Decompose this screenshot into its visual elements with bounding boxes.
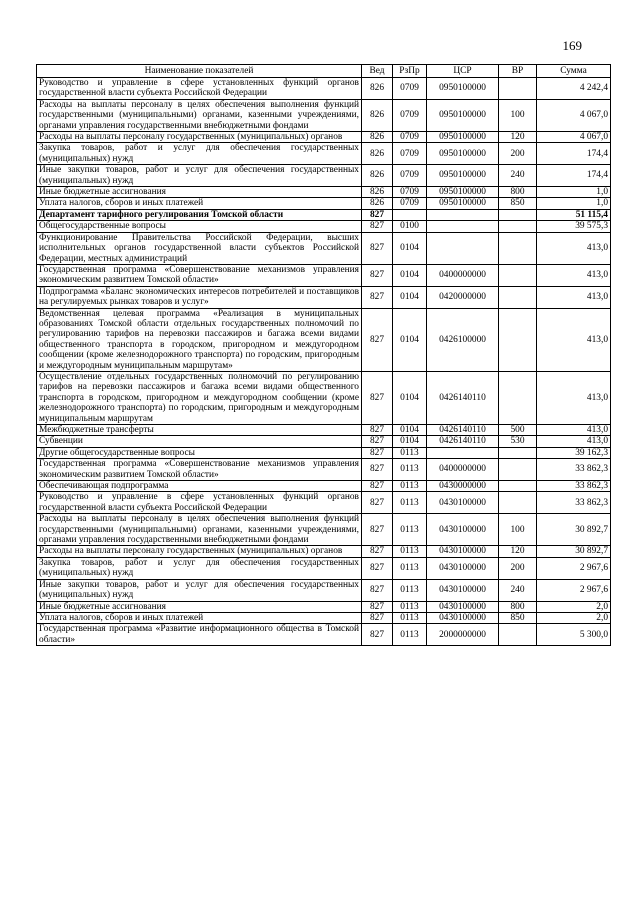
cell-csr <box>427 447 499 458</box>
cell-sum: 2 967,6 <box>537 557 611 579</box>
cell-ved: 827 <box>362 308 393 371</box>
cell-vr: 240 <box>499 579 537 601</box>
cell-vr <box>499 209 537 220</box>
cell-rzpr: 0709 <box>393 143 427 165</box>
cell-sum: 174,4 <box>537 143 611 165</box>
cell-ved: 827 <box>362 579 393 601</box>
cell-ved: 827 <box>362 447 393 458</box>
cell-ved: 827 <box>362 514 393 546</box>
cell-vr <box>499 286 537 308</box>
cell-ved: 827 <box>362 546 393 557</box>
cell-rzpr: 0113 <box>393 514 427 546</box>
cell-ved: 826 <box>362 78 393 100</box>
cell-rzpr: 0104 <box>393 436 427 447</box>
table-row <box>37 557 611 579</box>
cell-sum: 2,0 <box>537 612 611 623</box>
cell-csr: 0430100000 <box>427 546 499 557</box>
cell-csr <box>427 209 499 220</box>
cell-csr: 0426140110 <box>427 371 499 424</box>
table-row <box>37 78 611 100</box>
table-row <box>37 209 611 220</box>
column-header-name: Наименование показателей <box>37 65 362 78</box>
table-row <box>37 459 611 481</box>
cell-name: Департамент тарифного регулирования Томской области <box>37 209 362 220</box>
cell-name: Иные закупки товаров, работ и услуг для обеспечения государственных (муниципальных) нужд <box>37 579 362 601</box>
cell-sum: 2 967,6 <box>537 579 611 601</box>
table-row <box>37 514 611 546</box>
cell-name: Субвенции <box>37 436 362 447</box>
cell-name: Межбюджетные трансферты <box>37 425 362 436</box>
cell-vr: 800 <box>499 187 537 198</box>
cell-name: Расходы на выплаты персоналу в целях обеспечения выполнения функций государственными (муниципальными) органами, казенными учреждениями, органами управления государственными внебюджетными фондами <box>37 99 362 131</box>
cell-rzpr: 0113 <box>393 557 427 579</box>
cell-ved: 827 <box>362 492 393 514</box>
cell-vr: 240 <box>499 165 537 187</box>
cell-ved: 827 <box>362 425 393 436</box>
cell-vr: 120 <box>499 132 537 143</box>
cell-name: Государственная программа «Развитие информационного общества в Томской области» <box>37 624 362 646</box>
cell-csr: 0950100000 <box>427 198 499 209</box>
cell-name: Другие общегосударственные вопросы <box>37 447 362 458</box>
cell-sum: 39 162,3 <box>537 447 611 458</box>
cell-sum: 413,0 <box>537 308 611 371</box>
cell-vr <box>499 447 537 458</box>
cell-ved: 827 <box>362 612 393 623</box>
table-row <box>37 371 611 424</box>
cell-rzpr: 0709 <box>393 187 427 198</box>
cell-csr: 0426100000 <box>427 308 499 371</box>
cell-ved: 827 <box>362 221 393 232</box>
cell-rzpr: 0113 <box>393 459 427 481</box>
cell-csr: 0430100000 <box>427 601 499 612</box>
cell-sum: 5 300,0 <box>537 624 611 646</box>
cell-name: Ведомственная целевая программа «Реализация в муниципальных образованиях Томской области отдельных государственных полномочий по регулированию тарифов на перевозки пассажиров и багажа всеми видами общественного транспорта в городском, пригородном и междугородном сообщении (кроме железнодорожного транспорта) по городским, пригородным и междугородным муниципальным маршрутам» <box>37 308 362 371</box>
table-row <box>37 187 611 198</box>
column-header-ved: Вед <box>362 65 393 78</box>
table-body <box>37 78 611 646</box>
cell-sum: 2,0 <box>537 601 611 612</box>
cell-rzpr: 0709 <box>393 132 427 143</box>
cell-sum: 4 067,0 <box>537 132 611 143</box>
cell-vr <box>499 624 537 646</box>
column-header-vr: ВР <box>499 65 537 78</box>
cell-name: Подпрограмма «Баланс экономических интересов потребителей и поставщиков на регулируемых рынках товаров и услуг» <box>37 286 362 308</box>
cell-ved: 827 <box>362 286 393 308</box>
cell-csr: 0950100000 <box>427 132 499 143</box>
cell-sum: 30 892,7 <box>537 514 611 546</box>
cell-sum: 4 067,0 <box>537 99 611 131</box>
cell-csr: 0426140110 <box>427 436 499 447</box>
cell-rzpr: 0113 <box>393 624 427 646</box>
cell-sum: 174,4 <box>537 165 611 187</box>
cell-csr: 0430100000 <box>427 557 499 579</box>
cell-rzpr: 0709 <box>393 198 427 209</box>
cell-ved: 827 <box>362 232 393 264</box>
cell-vr <box>499 308 537 371</box>
table-row <box>37 198 611 209</box>
cell-csr <box>427 232 499 264</box>
cell-sum: 30 892,7 <box>537 546 611 557</box>
cell-ved: 827 <box>362 436 393 447</box>
cell-ved: 827 <box>362 371 393 424</box>
cell-ved: 827 <box>362 624 393 646</box>
cell-vr <box>499 232 537 264</box>
cell-name: Расходы на выплаты персоналу в целях обеспечения выполнения функций государственными (муниципальными) органами, казенными учреждениями, органами управления государственными внебюджетными фондами <box>37 514 362 546</box>
cell-csr: 0950100000 <box>427 187 499 198</box>
table-row <box>37 624 611 646</box>
cell-vr <box>499 221 537 232</box>
cell-name: Уплата налогов, сборов и иных платежей <box>37 198 362 209</box>
table-row <box>37 143 611 165</box>
cell-rzpr: 0709 <box>393 99 427 131</box>
table-row <box>37 221 611 232</box>
cell-rzpr: 0113 <box>393 447 427 458</box>
cell-rzpr: 0709 <box>393 165 427 187</box>
table-row <box>37 601 611 612</box>
cell-vr: 200 <box>499 557 537 579</box>
budget-table <box>36 64 611 646</box>
cell-rzpr: 0113 <box>393 612 427 623</box>
table-header-row <box>37 65 611 78</box>
cell-vr: 100 <box>499 514 537 546</box>
cell-csr: 0950100000 <box>427 165 499 187</box>
cell-rzpr: 0113 <box>393 601 427 612</box>
cell-sum: 4 242,4 <box>537 78 611 100</box>
page-number: 169 <box>562 38 582 53</box>
cell-ved: 826 <box>362 132 393 143</box>
table-row <box>37 232 611 264</box>
cell-name: Иные бюджетные ассигнования <box>37 601 362 612</box>
table-row <box>37 447 611 458</box>
table-row <box>37 308 611 371</box>
cell-csr: 0430100000 <box>427 579 499 601</box>
cell-name: Руководство и управление в сфере установленных функций органов государственной власти субъекта Российской Федерации <box>37 78 362 100</box>
table-row <box>37 286 611 308</box>
cell-ved: 826 <box>362 99 393 131</box>
cell-sum: 51 115,4 <box>537 209 611 220</box>
cell-vr: 800 <box>499 601 537 612</box>
cell-sum: 33 862,3 <box>537 459 611 481</box>
cell-csr: 0430100000 <box>427 492 499 514</box>
cell-csr <box>427 221 499 232</box>
cell-vr <box>499 459 537 481</box>
cell-name: Иные закупки товаров, работ и услуг для обеспечения государственных (муниципальных) нужд <box>37 165 362 187</box>
cell-name: Расходы на выплаты персоналу государственных (муниципальных) органов <box>37 546 362 557</box>
cell-csr: 0400000000 <box>427 459 499 481</box>
cell-sum: 33 862,3 <box>537 492 611 514</box>
cell-csr: 0950100000 <box>427 143 499 165</box>
cell-csr: 0430100000 <box>427 612 499 623</box>
cell-sum: 413,0 <box>537 371 611 424</box>
cell-ved: 826 <box>362 198 393 209</box>
cell-vr <box>499 264 537 286</box>
table-row <box>37 492 611 514</box>
cell-name: Функционирование Правительства Российской Федерации, высших исполнительных органов государственной власти субъектов Российской Федерации, местных администраций <box>37 232 362 264</box>
cell-vr: 100 <box>499 99 537 131</box>
cell-ved: 826 <box>362 165 393 187</box>
cell-sum: 413,0 <box>537 264 611 286</box>
column-header-sum: Сумма <box>537 65 611 78</box>
cell-vr <box>499 371 537 424</box>
table-row <box>37 165 611 187</box>
table-row <box>37 612 611 623</box>
table-row <box>37 546 611 557</box>
cell-vr: 850 <box>499 612 537 623</box>
cell-vr: 530 <box>499 436 537 447</box>
cell-name: Общегосударственные вопросы <box>37 221 362 232</box>
cell-rzpr: 0113 <box>393 481 427 492</box>
cell-csr: 0950100000 <box>427 78 499 100</box>
cell-sum: 1,0 <box>537 187 611 198</box>
cell-sum: 413,0 <box>537 436 611 447</box>
cell-csr: 0426140110 <box>427 425 499 436</box>
cell-ved: 827 <box>362 209 393 220</box>
cell-rzpr: 0113 <box>393 492 427 514</box>
cell-vr: 200 <box>499 143 537 165</box>
cell-sum: 413,0 <box>537 286 611 308</box>
cell-rzpr: 0104 <box>393 308 427 371</box>
cell-sum: 39 575,3 <box>537 221 611 232</box>
cell-vr: 500 <box>499 425 537 436</box>
cell-csr: 2000000000 <box>427 624 499 646</box>
cell-name: Уплата налогов, сборов и иных платежей <box>37 612 362 623</box>
table-row <box>37 425 611 436</box>
cell-ved: 827 <box>362 557 393 579</box>
cell-name: Закупка товаров, работ и услуг для обеспечения государственных (муниципальных) нужд <box>37 143 362 165</box>
cell-name: Государственная программа «Совершенствование механизмов управления экономическим развитием Томской области» <box>37 459 362 481</box>
cell-ved: 827 <box>362 459 393 481</box>
column-header-rzpr: РзПр <box>393 65 427 78</box>
cell-name: Осуществление отдельных государственных полномочий по регулированию тарифов на перевозки пассажиров и багажа всеми видами общественного транспорта в городском, пригородном и междугородном сообщении (кроме железнодорожного транспорта) по городским, пригородным и междугородным муниципальным маршрутам <box>37 371 362 424</box>
cell-rzpr: 0104 <box>393 232 427 264</box>
cell-rzpr: 0104 <box>393 286 427 308</box>
cell-csr: 0430000000 <box>427 481 499 492</box>
cell-rzpr <box>393 209 427 220</box>
cell-name: Расходы на выплаты персоналу государственных (муниципальных) органов <box>37 132 362 143</box>
cell-sum: 33 862,3 <box>537 481 611 492</box>
cell-csr: 0950100000 <box>427 99 499 131</box>
cell-csr: 0430100000 <box>427 514 499 546</box>
cell-ved: 827 <box>362 264 393 286</box>
cell-name: Закупка товаров, работ и услуг для обеспечения государственных (муниципальных) нужд <box>37 557 362 579</box>
cell-name: Руководство и управление в сфере установленных функций органов государственной власти субъекта Российской Федерации <box>37 492 362 514</box>
cell-rzpr: 0104 <box>393 371 427 424</box>
cell-rzpr: 0709 <box>393 78 427 100</box>
table-row <box>37 579 611 601</box>
cell-name: Обеспечивающая подпрограмма <box>37 481 362 492</box>
cell-name: Иные бюджетные ассигнования <box>37 187 362 198</box>
cell-rzpr: 0100 <box>393 221 427 232</box>
table-row <box>37 99 611 131</box>
cell-sum: 413,0 <box>537 425 611 436</box>
cell-ved: 827 <box>362 481 393 492</box>
cell-ved: 827 <box>362 601 393 612</box>
table-row <box>37 264 611 286</box>
table-row <box>37 436 611 447</box>
cell-ved: 826 <box>362 187 393 198</box>
column-header-csr: ЦСР <box>427 65 499 78</box>
cell-ved: 826 <box>362 143 393 165</box>
cell-rzpr: 0104 <box>393 264 427 286</box>
table-row <box>37 132 611 143</box>
cell-csr: 0400000000 <box>427 264 499 286</box>
cell-vr <box>499 492 537 514</box>
cell-vr: 120 <box>499 546 537 557</box>
cell-sum: 413,0 <box>537 232 611 264</box>
table-row <box>37 481 611 492</box>
cell-name: Государственная программа «Совершенствование механизмов управления экономическим развитием Томской области» <box>37 264 362 286</box>
cell-rzpr: 0104 <box>393 425 427 436</box>
cell-vr: 850 <box>499 198 537 209</box>
cell-rzpr: 0113 <box>393 579 427 601</box>
cell-csr: 0420000000 <box>427 286 499 308</box>
cell-sum: 1,0 <box>537 198 611 209</box>
cell-rzpr: 0113 <box>393 546 427 557</box>
cell-vr <box>499 78 537 100</box>
cell-vr <box>499 481 537 492</box>
